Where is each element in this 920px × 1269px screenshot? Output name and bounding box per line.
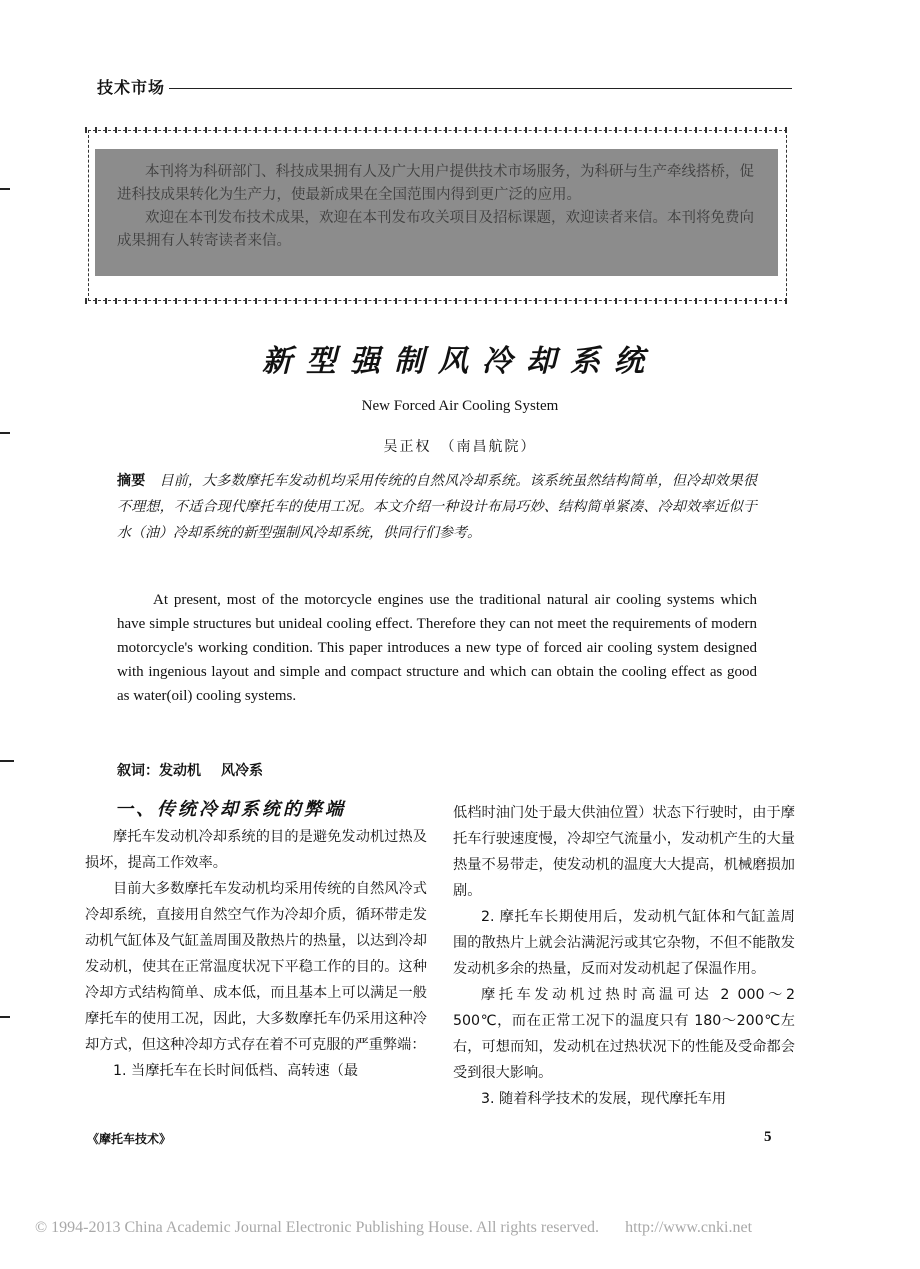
site-url: http://www.cnki.net: [625, 1219, 753, 1236]
scan-margin-mark: [0, 188, 10, 190]
body-paragraph: 3. 随着科学技术的发展，现代摩托车用: [481, 1091, 727, 1107]
abstract-en: At present, most of the motorcycle engines use the traditional natural air cooling systems which have simple structures but unideal cooling effect. Therefore they can not meet the requirements of modern motorcycle's working condition. This paper introduces a new type of forced air cooling system designed with ingenious layout and simple and compact structure and which can obtain the cooling effect as good as water(oil) cooling systems.: [117, 592, 757, 704]
abstract-cn: [117, 468, 757, 546]
notice-line-2: 欢迎在本刊发布技术成果，欢迎在本刊发布攻关项目及招标课题，欢迎读者来信。本刊将免费向成果拥有人转寄读者来信。: [117, 210, 754, 249]
scan-margin-mark: [0, 760, 14, 762]
body-paragraph: 摩托车发动机过热时高温可达 2 000～2 500℃，而在正常工况下的温度只有 180～200℃左右，可想而知，发动机在过热状况下的性能及受命都会受到很大影响。: [453, 987, 795, 1081]
article-author: 吴正权 （南昌航院）: [383, 439, 537, 455]
body-paragraph: 2. 摩托车长期使用后，发动机气缸体和气缸盖周围的散热片上就会沾满泥污或其它杂物，不但不能散发发动机多余的热量，反而对发动机起了保温作用。: [453, 909, 795, 977]
header-rule: [97, 88, 792, 89]
copyright-line: [35, 1219, 752, 1237]
scan-margin-mark: [0, 1016, 10, 1018]
footer-journal-name: 《摩托车技术》: [87, 1132, 172, 1146]
section-heading: 一、传统冷却系统的弊端: [115, 799, 346, 820]
copyright-text: © 1994-2013 China Academic Journal Electronic Publishing House. All rights reserved.: [35, 1219, 600, 1236]
section-tag: 技术市场: [97, 75, 169, 98]
keywords: [117, 760, 263, 780]
notice-box: [95, 149, 778, 276]
body-paragraph: 1. 当摩托车在长时间低档、高转速（最: [113, 1063, 359, 1079]
article-title-cn: 新型强制风冷却系统: [262, 344, 658, 379]
article-title-en: New Forced Air Cooling System: [361, 398, 559, 414]
keywords-label: 叙词：发动机: [117, 763, 201, 779]
body-paragraph: 目前大多数摩托车发动机均采用传统的自然风冷式冷却系统，直接用自然空气作为冷却介质，循环带走发动机气缸体及气缸盖周围及散热片的热量，以达到冷却发动机，使其在正常温度状况下平稳工作的目的。这种冷却方式结构简单、成本低，而且基本上可以满足一般摩托车的使用工况，因此，大多数摩托车仍采用这种冷却方式，但这种冷却方式存在着不可克服的严重弊端：: [85, 881, 427, 1053]
body-paragraph: 摩托车发动机冷却系统的目的是避免发动机过热及损坏，提高工作效率。: [85, 829, 427, 871]
scan-margin-mark: [0, 432, 10, 434]
abstract-label: 摘要: [117, 473, 146, 489]
page-number: 5: [764, 1129, 772, 1145]
body-column-right: [453, 800, 795, 1112]
keyword-item: 风冷系: [221, 763, 263, 779]
abstract-cn-text: 目前，大多数摩托车发动机均采用传统的自然风冷却系统。该系统虽然结构简单，但冷却效果很不理想，不适合现代摩托车的使用工况。本文介绍一种设计布局巧妙、结构简单紧凑、冷却效率近似于水（油）冷却系统的新型强制风冷却系统，供同行们参考。: [117, 473, 758, 541]
notice-line-1: 本刊将为科研部门、科技成果拥有人及广大用户提供技术市场服务，为科研与生产牵线搭桥，促进科技成果转化为生产力，使最新成果在全国范围内得到更广泛的应用。: [117, 164, 754, 203]
body-paragraph: 低档时油门处于最大供油位置）状态下行驶时，由于摩托车行驶速度慢，冷却空气流量小，发动机产生的大量热量不易带走，使发动机的温度大大提高，机械磨损加剧。: [453, 805, 795, 899]
body-column-left: [85, 798, 427, 1084]
